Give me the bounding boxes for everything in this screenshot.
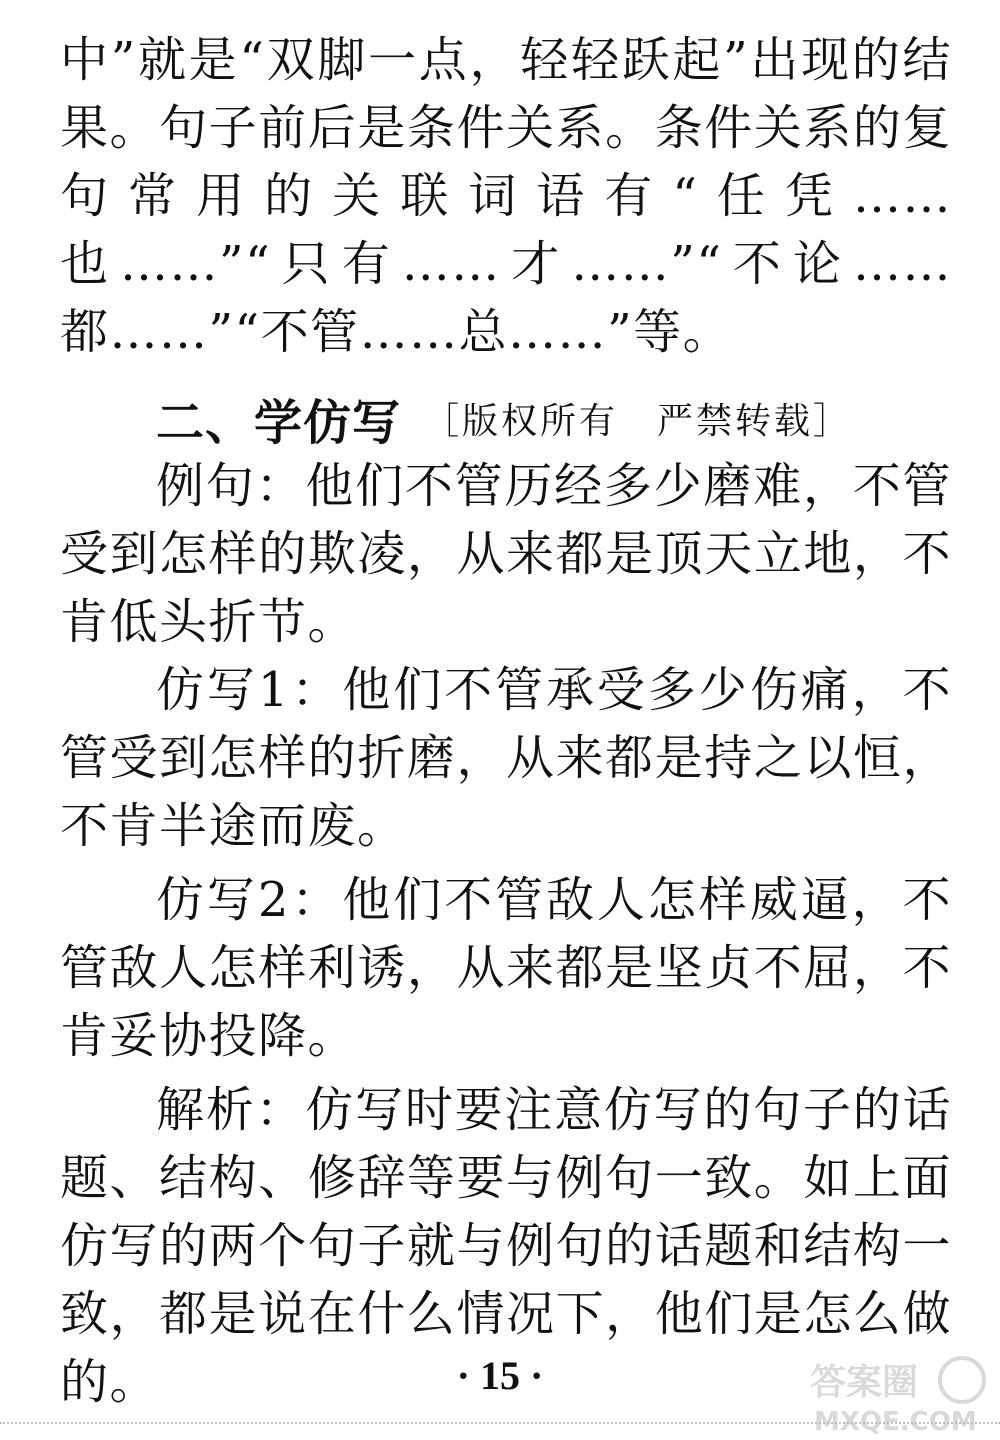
section-heading-line <box>156 384 852 453</box>
section-heading: 二、学仿写 <box>156 395 402 451</box>
imitation-sentence-2: 仿写2：他们不管敌人怎样威逼，不管敌人怎样利诱，从来都是坚贞不屈，不肯妥协投降。 <box>60 872 952 1064</box>
page-number: · 15 · <box>456 1353 544 1398</box>
analysis-paragraph: 解析：仿写时要注意仿写的句子的话题、结构、修辞等要与例句一致。如上面仿写的两个句子就与例句的话题和结构一致，都是说在什么情况下，他们是怎么做的。 <box>60 1082 952 1410</box>
imitation-sentence-1: 仿写1：他们不管承受多少伤痛，不管受到怎样的折磨，从来都是持之以恒，不肯半途而废。 <box>60 662 952 854</box>
watermark-text-bottom: MXQE.COM <box>814 1407 977 1436</box>
copyright-notice: ［版权所有 严禁转载］ <box>423 401 853 442</box>
scan-edge-divider <box>0 1422 1000 1424</box>
intro-paragraph: 中”就是“双脚一点，轻轻跃起”出现的结果。句子前后是条件关系。条件关系的复句常用的关联词语有“任凭……也……”“只有……才……”“不论……都……”“不管……总……”等。 <box>60 32 952 360</box>
watermark-text-top: 答案圈 <box>810 1362 919 1403</box>
example-sentence: 例句：他们不管历经多少磨难，不管受到怎样的欺凌，从来都是顶天立地，不肯低头折节。 <box>60 458 952 650</box>
watermark-circle-icon <box>940 1358 984 1402</box>
